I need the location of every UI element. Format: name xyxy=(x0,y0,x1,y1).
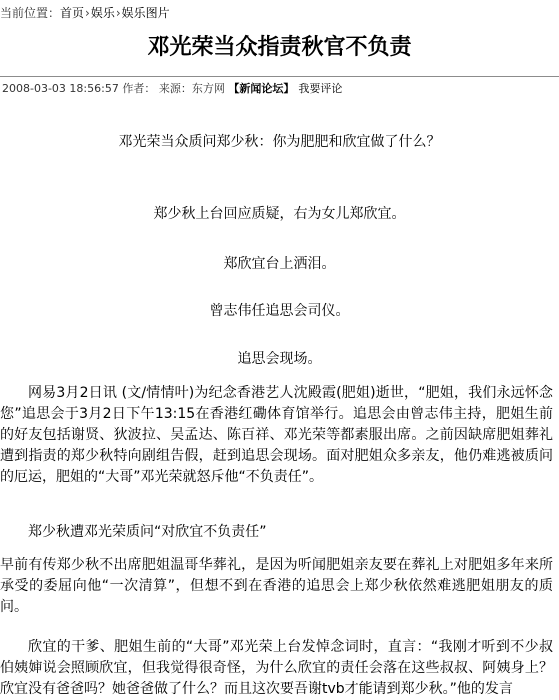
section-subheading: 郑少秋遭邓光荣质问“对欣宜不负责任” xyxy=(28,524,267,540)
source-name: 东方网 xyxy=(191,82,225,95)
photo-caption: 郑欣宜台上洒泪。 xyxy=(223,256,336,272)
photo-caption: 曾志伟任追思会司仪。 xyxy=(209,303,350,319)
article-paragraph: 早前有传郑少秋不出席肥姐温哥华葬礼，是因为听闻肥姐亲友要在葬礼上对肥姐多年来所承受的委屈向他“一次清算”，但想不到在香港的追思会上郑少秋依然难逃肥姐朋友的质问。 xyxy=(0,557,553,615)
source-label: 来源： xyxy=(158,82,192,95)
article-paragraph: 网易3月2日讯 (文/情情叶)为纪念香港艺人沈殿霞(肥姐)逝世，“肥姐，我们永远怀念您”追思会于3月2日下午13:15在香港红磡体育馆举行。追思会由曾志伟主持，肥姐生前的好友包括谢贤、狄波拉、吴孟达、陈百祥、邓光荣等都素服出席。之前因缺席肥姐葬礼遭到指责的郑少秋特向剧组告假，赶到追思会现场。面对肥姐众多亲友，他仍难逃被质问的厄运，肥姐的“大哥”邓光荣就怒斥他“不负责任”。 xyxy=(0,385,553,485)
breadcrumb-label: 当前位置： xyxy=(0,6,61,20)
breadcrumb-separator: › xyxy=(115,6,121,20)
breadcrumb-entertainment-photos-link[interactable]: 娱乐图片 xyxy=(121,6,170,20)
breadcrumb-separator: › xyxy=(85,6,90,20)
publish-datetime: 2008-03-03 18:56:57 xyxy=(2,82,119,95)
photo-caption: 追思会现场。 xyxy=(237,351,322,367)
photo-caption: 郑少秋上台回应质疑，右为女儿郑欣宜。 xyxy=(153,206,406,222)
comment-link[interactable]: 我要评论 xyxy=(298,82,343,95)
article-title: 邓光荣当众指责秋官不负责 xyxy=(147,35,412,60)
breadcrumb-entertainment-link[interactable]: 娱乐 xyxy=(90,6,115,20)
article-paragraph: 欣宜的干爹、肥姐生前的“大哥”邓光荣上台发悼念词时，直言：“我刚才听到不少叔伯姨婶说会照顾欣宜，但我觉得很奇怪，为什么欣宜的责任会落在这些叔叔、阿姨身上？欣宜没有爸爸吗？她爸爸做了什么？而且这次要吾谢tvb才能请到郑少秋。”他的发言 xyxy=(0,639,553,697)
photo-caption: 邓光荣当众质问郑少秋：你为肥肥和欣宜做了什么？ xyxy=(118,134,441,150)
news-forum-link[interactable]: 【新闻论坛】 xyxy=(228,82,295,95)
author-label: 作者： xyxy=(122,82,156,95)
breadcrumb-home-link[interactable]: 首页 xyxy=(60,6,85,20)
